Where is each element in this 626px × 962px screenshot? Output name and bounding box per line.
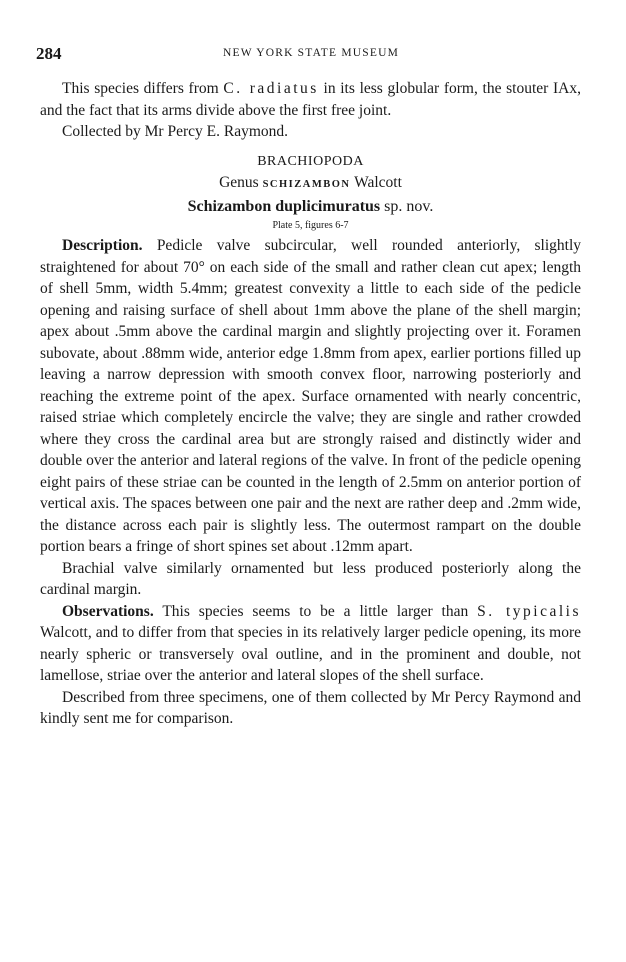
genus-prefix: Genus xyxy=(219,174,263,191)
description-paragraph xyxy=(40,235,581,558)
intro-text-pre: This species differs from xyxy=(62,80,224,97)
observations-text-post: Walcott, and to differ from that species in its relatively larger pedicle opening, its more nearly spheric or transversely oval outline, and in the prominent and double, not lamellose, striae over the anterior and lateral slopes of the shell surface. xyxy=(40,624,581,684)
description-label: Description. xyxy=(62,237,143,254)
genus-name: SCHIZAMBON xyxy=(262,179,351,190)
genus-author: Walcott xyxy=(350,174,402,191)
page-header xyxy=(36,44,586,66)
species-heading xyxy=(40,196,581,218)
observations-text-pre: This species seems to be a little larger than xyxy=(153,602,478,620)
observations-paragraph xyxy=(40,601,581,687)
brachial-paragraph: Brachial valve similarly ornamented but less produced posteriorly along the cardinal margin. xyxy=(40,559,581,598)
page-number: 284 xyxy=(36,44,62,63)
plate-reference: Plate 5, figures 6-7 xyxy=(272,220,349,231)
genus-heading xyxy=(40,172,581,196)
collector-paragraph: Collected by Mr Percy E. Raymond. xyxy=(62,123,288,140)
observations-species-name: S. typicalis xyxy=(477,602,581,620)
page-body xyxy=(40,78,581,730)
species-suffix: sp. nov. xyxy=(380,197,434,215)
closing-paragraph: Described from three specimens, one of them collected by Mr Percy Raymond and kindly sent me for comparison. xyxy=(40,688,581,727)
description-text: Pedicle valve subcircular, well rounded anteriorly, slightly straightened for about 70° on each side of the small and rather clean cut apex; length of shell 5mm, width 5.4mm; greatest convexity a little to each side of the pedicle opening and raising surface of shell about 1mm above the plane of the shell margin; apex about .5mm above the cardinal margin and slightly projecting over it. Foramen subovate, about .88mm wide, anterior edge 1.8mm from apex, earlier portions filled up leaving a narrow depression with smooth convex floor, narrowing posteriorly and reaching the extreme point of the apex. Surface ornamented with nearly concentric, raised striae which completely encircle the valve; they are single and rather crowded where they cross the cardinal area but are strongly raised and distinctly wider and double over the anterior and lateral regions of the valve. In front of the pedicle opening eight pairs of these striae can be counted in the length of 2.5mm on anterior portion of vertical axis. The spaces between one pair and the next are rather deep and .2mm wide, the distance across each pair is slightly less. The outermost rampart on the double portion bears a fringe of short spines set about .12mm apart. xyxy=(40,237,581,555)
observations-label: Observations. xyxy=(62,602,154,620)
running-head: NEW YORK STATE MUSEUM xyxy=(222,47,400,59)
intro-species-name: C. radiatus xyxy=(223,80,319,97)
intro-paragraph xyxy=(40,78,581,121)
species-name: Schizambon duplicimuratus xyxy=(187,197,381,215)
intro-text-post: in its less globular form, the stouter IAx, and the fact that its arms divide above the first free joint. xyxy=(40,80,582,119)
section-heading: BRACHIOPODA xyxy=(257,153,364,169)
